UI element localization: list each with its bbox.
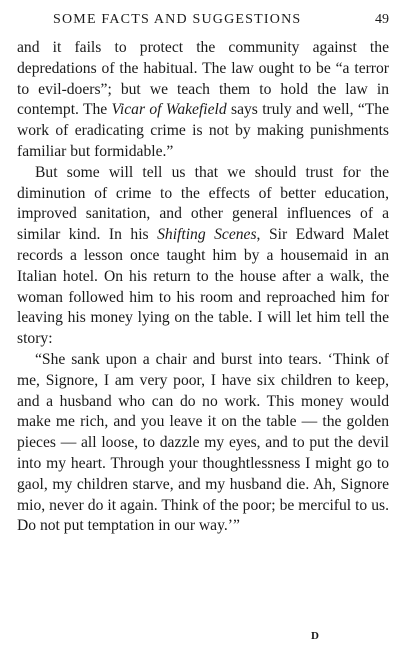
italic-title: Shifting Scenes	[157, 226, 257, 244]
italic-title: Vicar of Wakefield	[111, 101, 227, 119]
paragraph-2	[17, 163, 389, 350]
paragraph-1	[17, 38, 389, 163]
book-page	[17, 12, 389, 642]
text-segment: “She sank upon a chair and burst into tears. ‘Think of me, Signore, I am very poor, I have six children to keep, and a husband who can do no work. This money would make me rich, and you leave it on the table — the golden pieces — all loose, to dazzle my eyes, and to put the devil into my heart. Through your thoughtlessness I might go to gaol, my children starve, and my husband die. Ah, Signore mio, never do it again. Think of the poor; be merciful to us. Do not put temptation in our way.’”	[17, 350, 389, 535]
body-text	[17, 38, 389, 537]
signature-mark: D	[311, 630, 320, 642]
text-segment: and it fails to protect the community against the depredations of the habitual. The law ought to be “a terror to evil-doers”; but we teach them to hold the law in contempt. The	[17, 39, 389, 119]
paragraph-3	[17, 350, 389, 537]
text-segment: , Sir Edward Malet records a lesson once taught him by a housemaid in an Italian hotel. On his return to the house after a walk, the woman followed him to his room and reproached him for leaving his money lying on the table. I will let him tell the story:	[17, 226, 389, 348]
running-title: SOME FACTS AND SUGGESTIONS	[53, 12, 302, 27]
page-number: 49	[375, 12, 389, 27]
text-segment: But some will tell us that we should trust for the diminution of crime to the effects of better education, improved sanitation, and other general influences of a similar kind. In his	[17, 163, 389, 244]
running-head	[17, 12, 389, 32]
text-segment: says truly and well, “The work of eradicating crime is not by making punishments familiar but formidable.”	[17, 101, 390, 160]
